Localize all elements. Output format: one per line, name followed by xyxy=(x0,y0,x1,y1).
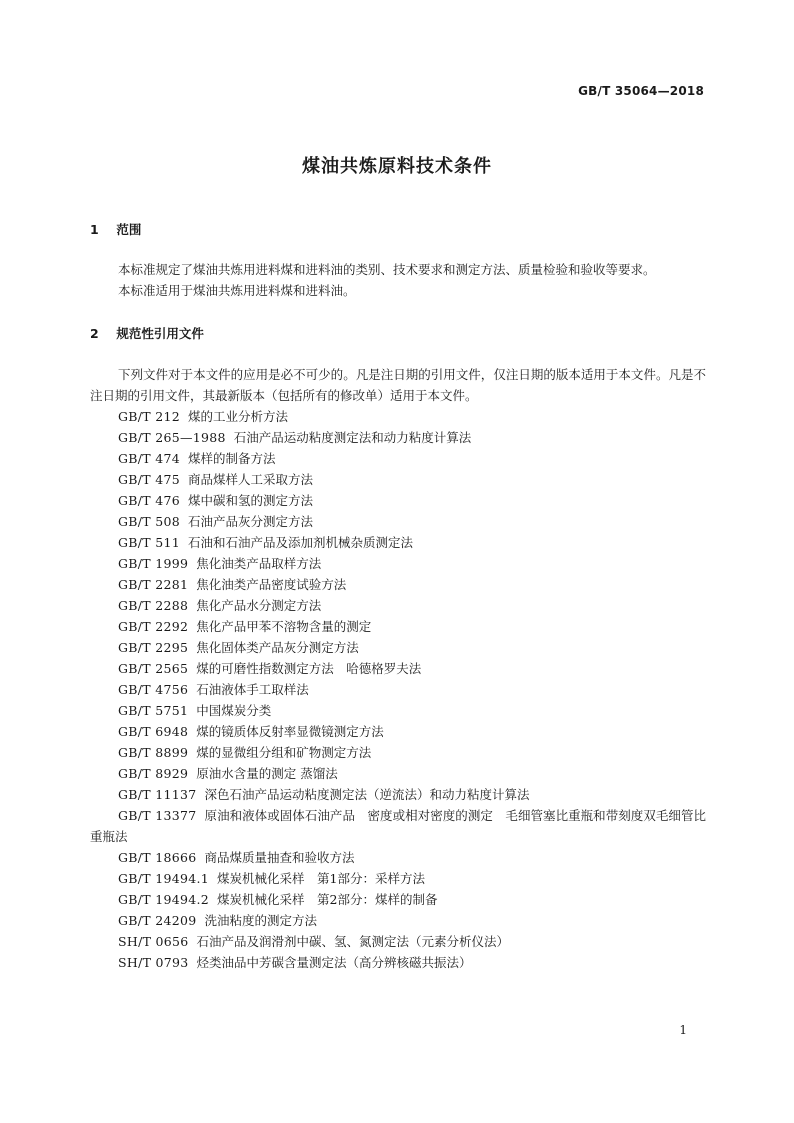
section-1-paragraph-2: 本标准适用于煤油共炼用进料煤和进料油。 xyxy=(118,283,356,298)
reference-title: 石油液体手工取样法 xyxy=(196,682,309,697)
reference-item xyxy=(90,490,706,511)
reference-title: 洗油粘度的测定方法 xyxy=(204,913,317,928)
reference-code: GB/T 19494.2 xyxy=(118,892,209,907)
reference-title: 煤炭机械化采样 第1部分：采样方法 xyxy=(216,871,425,886)
reference-item xyxy=(90,952,706,973)
reference-title: 商品煤质量抽查和验收方法 xyxy=(204,850,355,865)
reference-item xyxy=(90,637,706,658)
reference-item xyxy=(90,427,706,448)
reference-item xyxy=(90,406,706,427)
reference-item xyxy=(90,553,706,574)
reference-code: GB/T 2292 xyxy=(118,619,189,634)
reference-item xyxy=(90,763,706,784)
reference-title: 煤炭机械化采样 第2部分：煤样的制备 xyxy=(216,892,438,907)
section-2-title: 规范性引用文件 xyxy=(116,326,204,341)
reference-item xyxy=(90,574,706,595)
reference-code: GB/T 24209 xyxy=(118,913,197,928)
reference-item xyxy=(90,847,706,868)
reference-item xyxy=(90,448,706,469)
reference-code: GB/T 13377 xyxy=(118,808,197,823)
reference-title: 商品煤样人工采取方法 xyxy=(187,472,313,487)
reference-title: 烃类油品中芳碳含量测定法（高分辨核磁共振法） xyxy=(196,955,472,970)
reference-code: GB/T 4756 xyxy=(118,682,189,697)
reference-code: GB/T 18666 xyxy=(118,850,197,865)
reference-item xyxy=(90,511,706,532)
reference-title: 焦化油类产品取样方法 xyxy=(196,556,322,571)
document-title: 煤油共炼原料技术条件 xyxy=(302,156,492,177)
reference-item xyxy=(90,868,706,889)
reference-code: GB/T 212 xyxy=(118,409,180,424)
reference-item xyxy=(90,784,706,805)
reference-item xyxy=(90,595,706,616)
reference-code: GB/T 265—1988 xyxy=(118,430,226,445)
reference-title: 石油产品运动粘度测定法和动力粘度计算法 xyxy=(233,430,472,445)
reference-title: 原油水含量的测定 蒸馏法 xyxy=(196,766,338,781)
section-1-paragraph-1: 本标准规定了煤油共炼用进料煤和进料油的类别、技术要求和测定方法、质量检验和验收等要求。 xyxy=(118,262,656,277)
reference-title: 石油产品及润滑剂中碳、氢、氮测定法（元素分析仪法） xyxy=(196,934,510,949)
reference-item xyxy=(90,532,706,553)
reference-code: GB/T 5751 xyxy=(118,703,189,718)
reference-title: 煤的镜质体反射率显微镜测定方法 xyxy=(196,724,384,739)
reference-item xyxy=(90,721,706,742)
reference-item xyxy=(90,700,706,721)
reference-title: 原油和液体或固体石油产品 密度或相对密度的测定 毛细管塞比重瓶和带刻度双毛细管比重瓶法 xyxy=(90,808,706,844)
reference-title: 深色石油产品运动粘度测定法（逆流法）和动力粘度计算法 xyxy=(204,787,530,802)
section-1-title: 范围 xyxy=(116,222,142,237)
reference-title: 煤中碳和氢的测定方法 xyxy=(187,493,313,508)
reference-code: SH/T 0656 xyxy=(118,934,189,949)
reference-code: GB/T 8899 xyxy=(118,745,189,760)
reference-code: GB/T 2565 xyxy=(118,661,189,676)
reference-code: GB/T 474 xyxy=(118,451,180,466)
reference-title: 焦化固体类产品灰分测定方法 xyxy=(196,640,359,655)
reference-code: GB/T 476 xyxy=(118,493,180,508)
reference-code: GB/T 19494.1 xyxy=(118,871,209,886)
reference-title: 焦化产品甲苯不溶物含量的测定 xyxy=(196,619,372,634)
reference-title: 焦化产品水分测定方法 xyxy=(196,598,322,613)
page-number: 1 xyxy=(679,1023,687,1037)
reference-item xyxy=(90,469,706,490)
reference-code: GB/T 2288 xyxy=(118,598,189,613)
reference-code: GB/T 6948 xyxy=(118,724,189,739)
section-1-number: 1 xyxy=(90,222,99,237)
reference-code: GB/T 1999 xyxy=(118,556,189,571)
reference-item xyxy=(90,658,706,679)
section-2-heading xyxy=(90,324,204,342)
reference-item xyxy=(90,679,706,700)
reference-item xyxy=(90,910,706,931)
reference-code: GB/T 511 xyxy=(118,535,180,550)
section-2-intro: 下列文件对于本文件的应用是必不可少的。凡是注日期的引用文件，仅注日期的版本适用于本文件。凡是不注日期的引用文件，其最新版本（包括所有的修改单）适用于本文件。 xyxy=(90,367,706,403)
reference-code: GB/T 11137 xyxy=(118,787,197,802)
reference-code: SH/T 0793 xyxy=(118,955,189,970)
reference-code: GB/T 2281 xyxy=(118,577,189,592)
reference-title: 煤的显微组分组和矿物测定方法 xyxy=(196,745,372,760)
reference-item xyxy=(90,616,706,637)
reference-title: 煤的工业分析方法 xyxy=(187,409,288,424)
section-1-heading xyxy=(90,220,141,238)
reference-item xyxy=(90,889,706,910)
reference-code: GB/T 2295 xyxy=(118,640,189,655)
reference-list xyxy=(90,406,706,973)
reference-title: 中国煤炭分类 xyxy=(196,703,272,718)
reference-title: 石油产品灰分测定方法 xyxy=(187,514,313,529)
reference-title: 煤的可磨性指数测定方法 哈德格罗夫法 xyxy=(196,661,422,676)
reference-title: 焦化油类产品密度试验方法 xyxy=(196,577,347,592)
reference-code: GB/T 475 xyxy=(118,472,180,487)
section-2-number: 2 xyxy=(90,326,99,341)
reference-item xyxy=(90,805,706,847)
reference-title: 石油和石油产品及添加剂机械杂质测定法 xyxy=(187,535,413,550)
standard-code: GB/T 35064—2018 xyxy=(578,84,704,98)
reference-code: GB/T 508 xyxy=(118,514,180,529)
reference-code: GB/T 8929 xyxy=(118,766,189,781)
reference-item xyxy=(90,931,706,952)
reference-item xyxy=(90,742,706,763)
reference-title: 煤样的制备方法 xyxy=(187,451,276,466)
